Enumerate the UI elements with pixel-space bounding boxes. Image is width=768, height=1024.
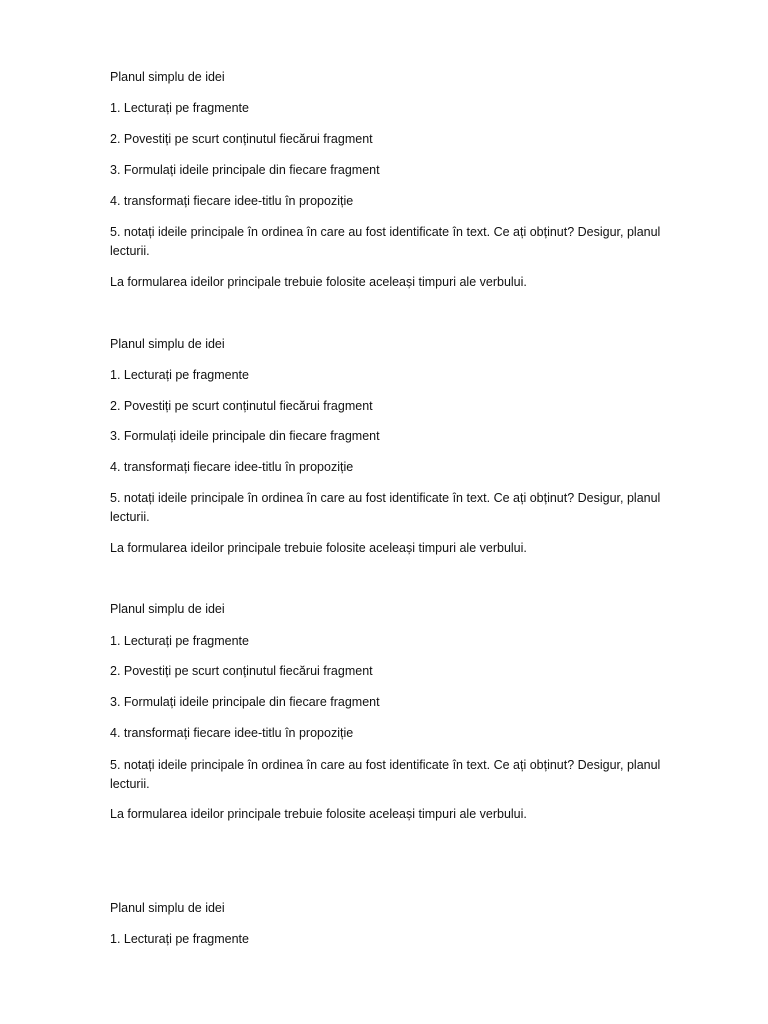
section-title: Planul simplu de idei: [110, 901, 225, 915]
section-title: Planul simplu de idei: [110, 602, 225, 616]
list-item: 2. Povestiți pe scurt conținutul fiecărui fragment: [110, 399, 373, 413]
list-item: 3. Formulați ideile principale din fiecare fragment: [110, 163, 380, 177]
section-note: La formularea ideilor principale trebuie folosite aceleași timpuri ale verbului.: [110, 807, 527, 821]
list-item: 1. Lecturați pe fragmente: [110, 368, 249, 382]
list-item: 1. Lecturați pe fragmente: [110, 932, 249, 946]
list-item: 4. transformați fiecare idee-titlu în propoziție: [110, 460, 354, 474]
list-item: 4. transformați fiecare idee-titlu în propoziție: [110, 726, 354, 740]
list-item: 1. Lecturați pe fragmente: [110, 634, 249, 648]
list-item: 3. Formulați ideile principale din fiecare fragment: [110, 429, 380, 443]
section-title: Planul simplu de idei: [110, 337, 225, 351]
section-note: La formularea ideilor principale trebuie folosite aceleași timpuri ale verbului.: [110, 541, 527, 555]
list-item: 5. notați ideile principale în ordinea în care au fost identificate în text. Ce ați obținut? Desigur, planul lecturii.: [110, 225, 661, 258]
list-item: 5. notați ideile principale în ordinea în care au fost identificate în text. Ce ați obținut? Desigur, planul lecturii.: [110, 491, 661, 524]
section-title: Planul simplu de idei: [110, 70, 225, 84]
list-item: 2. Povestiți pe scurt conținutul fiecărui fragment: [110, 132, 373, 146]
list-item: 1. Lecturați pe fragmente: [110, 101, 249, 115]
section-note: La formularea ideilor principale trebuie folosite aceleași timpuri ale verbului.: [110, 275, 527, 289]
list-item: 2. Povestiți pe scurt conținutul fiecărui fragment: [110, 664, 373, 678]
list-item: 5. notați ideile principale în ordinea în care au fost identificate în text. Ce ați obținut? Desigur, planul lecturii.: [110, 758, 661, 791]
list-item: 4. transformați fiecare idee-titlu în propoziție: [110, 194, 354, 208]
list-item: 3. Formulați ideile principale din fiecare fragment: [110, 695, 380, 709]
